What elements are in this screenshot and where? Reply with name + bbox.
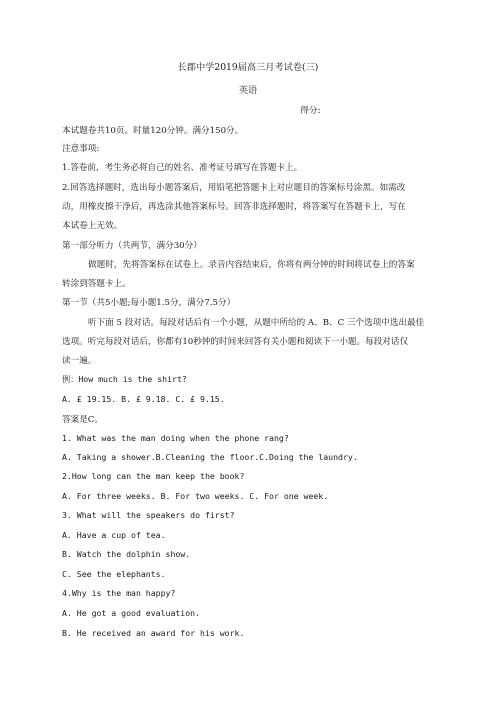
section1-instruction-line-1: 听下面 5 段对话。每段对话后有一个小题，从题中所给的 A、B、C 三个选项中选出最佳 [88,318,425,328]
note-2-line-2: 动，用橡皮擦干净后，再选涂其他答案标号。回答非选择题时，将答案写在答题卡上，写在 [62,202,406,212]
part1-heading: 第一部分听力（共两节，满分30分） [62,241,202,251]
question-3-option-b: B. Watch the dolphin show. [62,549,191,559]
question-4-option-a: A. He got a good evaluation. [62,608,201,618]
example-answer: 答案是C。 [62,415,103,425]
part1-instruction-line-2: 转涂到答题卡上。 [62,279,131,289]
example-options: A. £ 19.15. B. £ 9.18. C. £ 9.15. [62,394,225,404]
subject-heading: 英语 [238,85,258,96]
section1-instruction-line-2: 选项。听完每段对话后，你都有10秒钟的时间来回答有关小题和阅读下一小题。每段对话仅 [62,337,409,347]
question-1: 1. What was the man doing when the phone rang? [62,433,289,443]
question-4-option-b: B. He received an award for his work. [62,628,245,638]
note-2-line-1: 2.回答选择题时，选出每小题答案后，用铅笔把答题卡上对应题目的答案标号涂黑。如需改 [62,183,406,193]
part1-instruction-line-1: 做题时，先将答案标在试卷上。录音内容结束后，你将有两分钟的时间将试卷上的答案 [88,260,415,270]
question-3: 3. What will the speakers do first? [62,510,235,520]
note-2-line-3: 本试卷上无效。 [62,221,123,231]
question-3-option-c: C. See the elephants. [62,569,166,579]
question-1-options: A. Taking a shower.B.Cleaning the floor.C.Doing the laundry. [62,452,358,462]
section1-instruction-line-3: 读一遍。 [62,356,97,366]
note-1: 1.答卷前，考生务必将自己的姓名、准考证号填写在答题卡上。 [62,163,303,173]
question-4: 4.Why is the man happy? [62,588,176,598]
exam-title: 长郡中学2019届高三月考试卷(三) [177,62,319,73]
score-label: 得分: [300,106,321,116]
exam-info: 本试题卷共10页。时量120分钟。满分150分。 [62,126,244,136]
example-question: 例：How much is the shirt? [62,374,187,384]
notes-title: 注意事项: [62,144,100,154]
question-2: 2.How long can the man keep the book? [62,471,245,481]
question-2-options: A. For three weeks. B. For two weeks. C. For one week. [62,491,329,501]
section1-heading: 第一节（共5小题;每小题1.5分，满分7.5分） [62,298,236,308]
question-3-option-a: A. Have a cup of tea. [62,530,166,540]
